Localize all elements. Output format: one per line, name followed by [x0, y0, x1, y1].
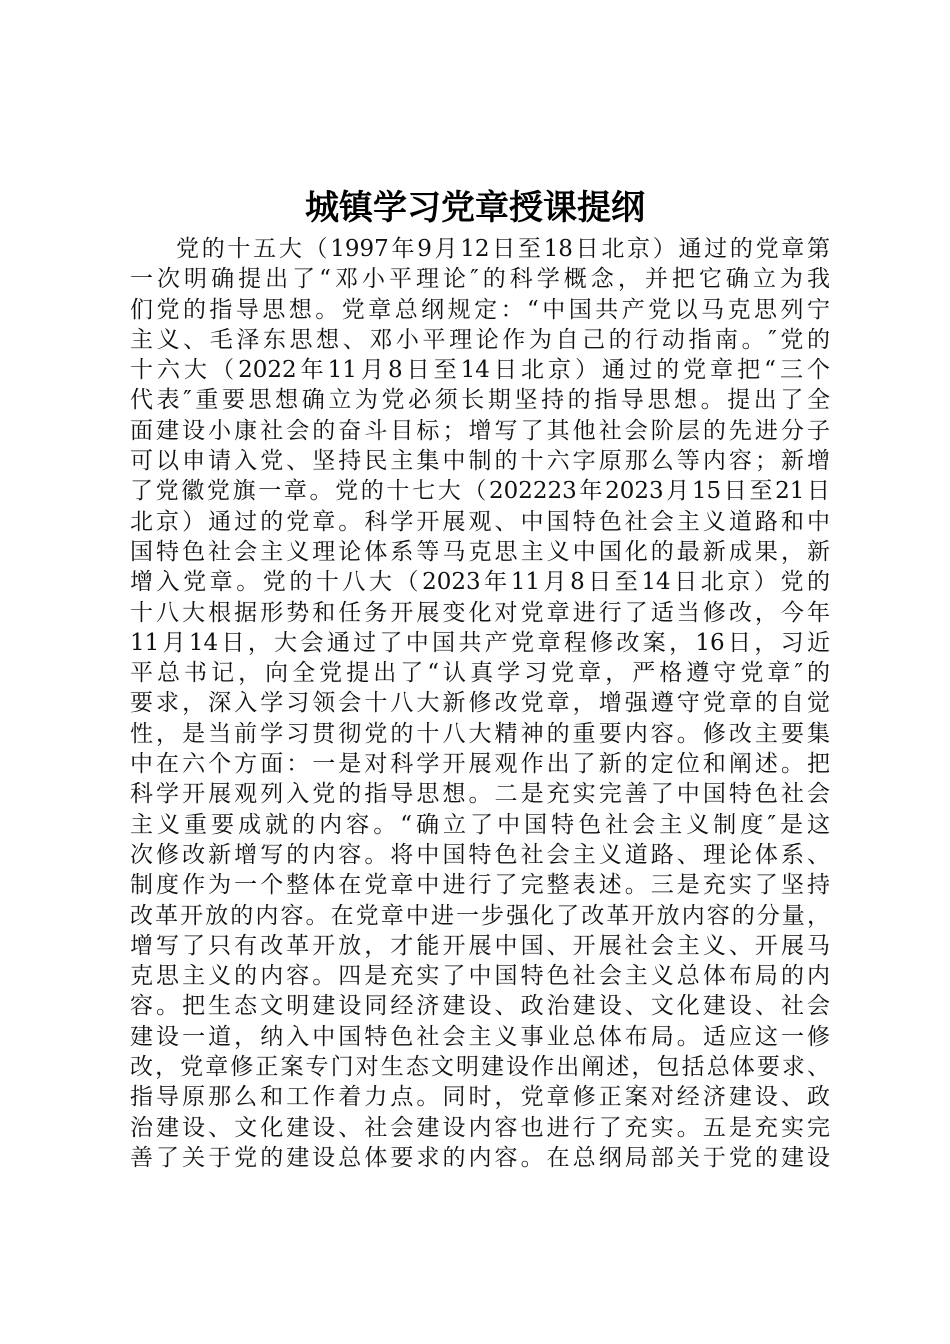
body-line: 要求，深入学习领会十八大新修改党章，增强遵守党章的自觉	[130, 690, 830, 717]
body-line: 主义重要成就的内容。“确立了中国特色社会主义制度″是这	[130, 811, 830, 838]
body-line: 克思主义的内容。四是充实了中国特色社会主义总体布局的内	[130, 963, 830, 990]
body-line: 代表″重要思想确立为党必须长期坚持的指导思想。提出了全	[130, 387, 830, 414]
body-line: 科学开展观列入党的指导思想。二是充实完善了中国特色社会	[130, 781, 830, 808]
body-line: 中在六个方面：一是对科学开展观作出了新的定位和阐述。把	[130, 751, 830, 778]
body-line: 增写了只有改革开放，才能开展中国、开展社会主义、开展马	[130, 932, 830, 959]
body-line: 北京）通过的党章。科学开展观、中国特色社会主义道路和中	[130, 508, 830, 535]
body-line: 们党的指导思想。党章总纲规定：“中国共产党以马克思列宁	[130, 296, 830, 323]
body-line: 善了关于党的建设总体要求的内容。在总纲局部关于党的建设	[130, 1144, 830, 1171]
body-line: 次修改新增写的内容。将中国特色社会主义道路、理论体系、	[130, 841, 830, 868]
body-line: 了党徽党旗一章。党的十七大（202223年2023月15日至21日	[130, 478, 830, 505]
body-line: 治建设、文化建设、社会建设内容也进行了充实。五是充实完	[130, 1114, 830, 1141]
body-line: 11月14日，大会通过了中国共产党章程修改案，16日，习近	[130, 629, 830, 656]
document-body	[130, 234, 830, 1173]
body-line: 主义、毛泽东思想、邓小平理论作为自己的行动指南。″党的	[130, 326, 830, 353]
body-line: 改，党章修正案专门对生态文明建设作出阐述，包括总体要求、	[130, 1054, 830, 1081]
body-line: 制度作为一个整体在党章中进行了完整表述。三是充实了坚持	[130, 872, 830, 899]
body-line: 国特色社会主义理论体系等马克思主义中国化的最新成果，新	[130, 538, 830, 565]
body-line: 平总书记，向全党提出了“认真学习党章，严格遵守党章″的	[130, 660, 830, 687]
body-line: 改革开放的内容。在党章中进一步强化了改革开放内容的分量，	[130, 902, 830, 929]
body-line: 建设一道，纳入中国特色社会主义事业总体布局。适应这一修	[130, 1023, 830, 1050]
body-line: 十八大根据形势和任务开展变化对党章进行了适当修改，今年	[130, 599, 830, 626]
document-title: 城镇学习党章授课提纲	[305, 188, 645, 228]
body-line: 党的十五大（1997年9月12日至18日北京）通过的党章第	[176, 236, 830, 262]
body-line: 面建设小康社会的奋斗目标；增写了其他社会阶层的先进分子	[130, 417, 830, 444]
body-line: 可以申请入党、坚持民主集中制的十六字原那么等内容；新增	[130, 448, 830, 475]
body-line: 指导原那么和工作着力点。同时，党章修正案对经济建设、政	[130, 1084, 830, 1111]
body-line: 一次明确提出了“邓小平理论″的科学概念，并把它确立为我	[130, 266, 830, 293]
body-line: 性，是当前学习贯彻党的十八大精神的重要内容。修改主要集	[130, 720, 830, 747]
body-line: 增入党章。党的十八大（2023年11月8日至14日北京）党的	[130, 569, 830, 596]
body-line: 十六大（2022年11月8日至14日北京）通过的党章把“三个	[130, 357, 830, 384]
body-line: 容。把生态文明建设同经济建设、政治建设、文化建设、社会	[130, 993, 830, 1020]
